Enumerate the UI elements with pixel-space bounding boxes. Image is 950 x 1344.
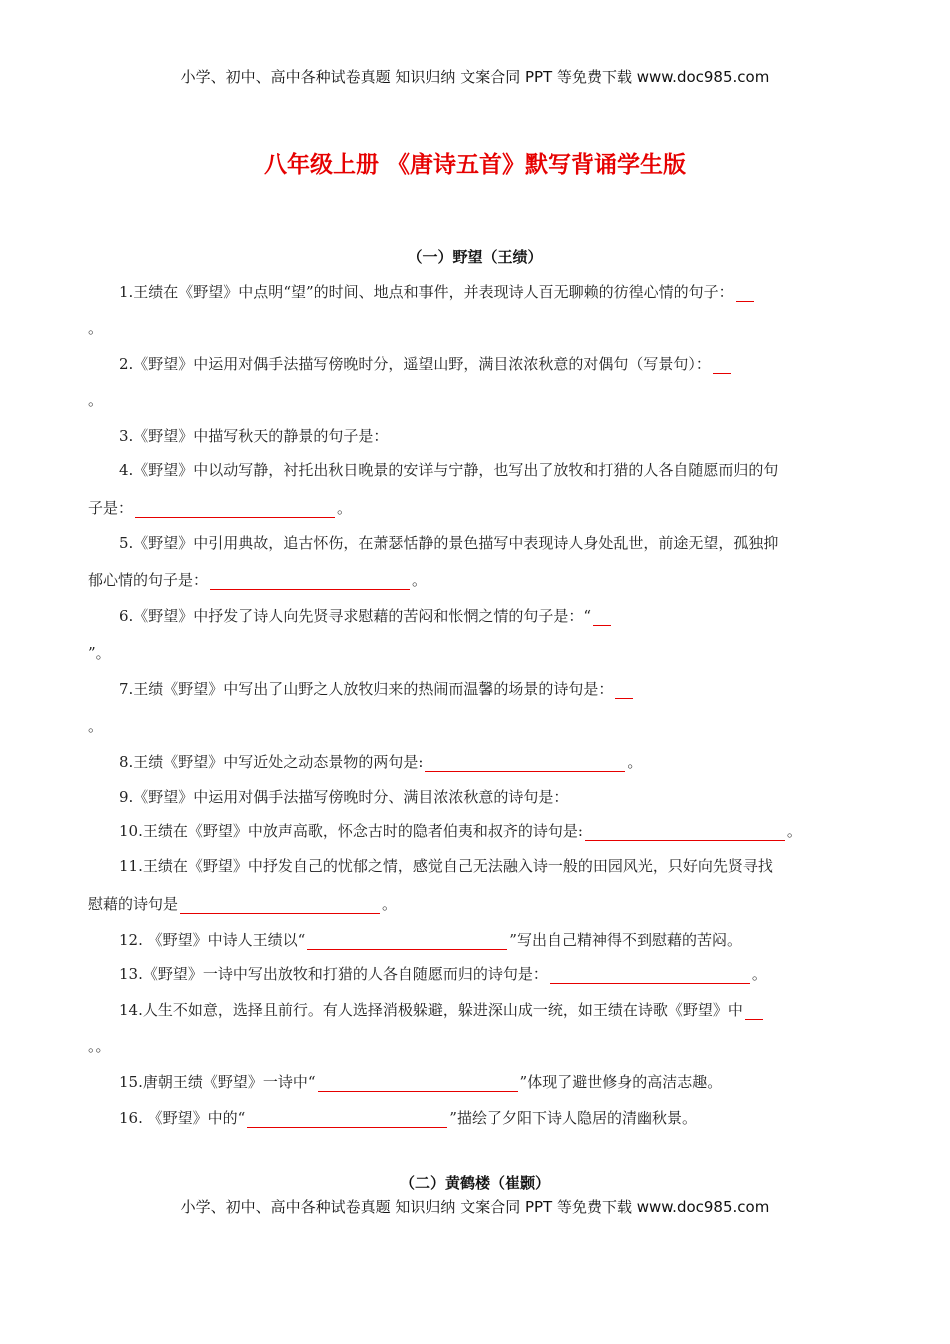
question-2-end: 。 [88,391,104,409]
answer-blank[interactable] [425,755,625,772]
question-6: 6.《野望》中抒发了诗人向先贤寻求慰藉的苦闷和怅惘之情的句子是：“ [119,606,613,626]
question-9: 9.《野望》中运用对偶手法描写傍晚时分、满目浓浓秋意的诗句是： [119,788,569,806]
question-4-cont: 子是： 。 [88,499,353,517]
question-14-end: 。。 [88,1037,111,1055]
question-10: 10.王绩在《野望》中放声高歌，怀念古时的隐者伯夷和叔齐的诗句是: 。 [119,822,802,840]
question-14: 14.人生不如意，选择且前行。有人选择消极躲避，躲进深山成一统，如王绩在诗歌《野望》中 [119,1000,765,1020]
question-15: 15.唐朝王绩《野望》一诗中“ ”体现了避世修身的高洁志趣。 [119,1073,723,1091]
answer-blank[interactable] [550,967,750,984]
answer-blank[interactable] [745,1003,763,1020]
question-6-end: ”。 [88,644,111,662]
answer-blank[interactable] [593,609,611,626]
answer-blank[interactable] [736,285,754,302]
section-heading-1: （一）野望（王绩） [407,248,543,266]
question-5-cont: 郁心情的句子是： 。 [88,571,428,589]
answer-blank[interactable] [135,501,335,518]
question-16: 16. 《野望》中的“ ”描绘了夕阳下诗人隐居的清幽秋景。 [119,1109,697,1127]
page-title: 八年级上册 《唐诗五首》默写背诵学生版 [263,152,686,178]
question-1-end: 。 [88,319,104,337]
question-5: 5.《野望》中引用典故，追古怀伤，在萧瑟恬静的景色描写中表现诗人身处乱世，前途无望，孤独抑 [119,534,779,552]
question-1: 1.王绩在《野望》中点明“望”的时间、地点和事件，并表现诗人百无聊赖的彷徨心情的句子： [119,282,756,302]
section-heading-2: （二）黄鹤楼（崔颢） [399,1174,550,1192]
answer-blank[interactable] [318,1075,518,1092]
answer-blank[interactable] [247,1111,447,1128]
question-13: 13.《野望》一诗中写出放牧和打猎的人各自随愿而归的诗句是： 。 [119,965,767,983]
answer-blank[interactable] [307,933,507,950]
page-header: 小学、初中、高中各种试卷真题 知识归纳 文案合同 PPT 等免费下载 www.doc985.com [180,68,770,86]
question-2: 2.《野望》中运用对偶手法描写傍晚时分，遥望山野，满目浓浓秋意的对偶句（写景句）： [119,354,733,374]
answer-blank[interactable] [210,573,410,590]
question-11: 11.王绩在《野望》中抒发自己的忧郁之情，感觉自己无法融入诗一般的田园风光，只好向先贤寻找 [119,857,773,875]
question-7: 7.王绩《野望》中写出了山野之人放牧归来的热闹而温馨的场景的诗句是： [119,679,635,699]
question-12: 12. 《野望》中诗人王绩以“ ”写出自己精神得不到慰藉的苦闷。 [119,931,742,949]
page-footer: 小学、初中、高中各种试卷真题 知识归纳 文案合同 PPT 等免费下载 www.doc985.com [180,1198,770,1216]
question-7-end: 。 [88,717,104,735]
question-3: 3.《野望》中描写秋天的静景的句子是： [119,427,389,445]
answer-blank[interactable] [585,824,785,841]
question-4: 4.《野望》中以动写静，衬托出秋日晚景的安详与宁静，也写出了放牧和打猎的人各自随愿而归的句 [119,461,779,479]
question-11-cont: 慰藉的诗句是 。 [88,895,398,913]
question-8: 8.王绩《野望》中写近处之动态景物的两句是: 。 [119,753,643,771]
answer-blank[interactable] [713,357,731,374]
answer-blank[interactable] [180,897,380,914]
answer-blank[interactable] [615,682,633,699]
